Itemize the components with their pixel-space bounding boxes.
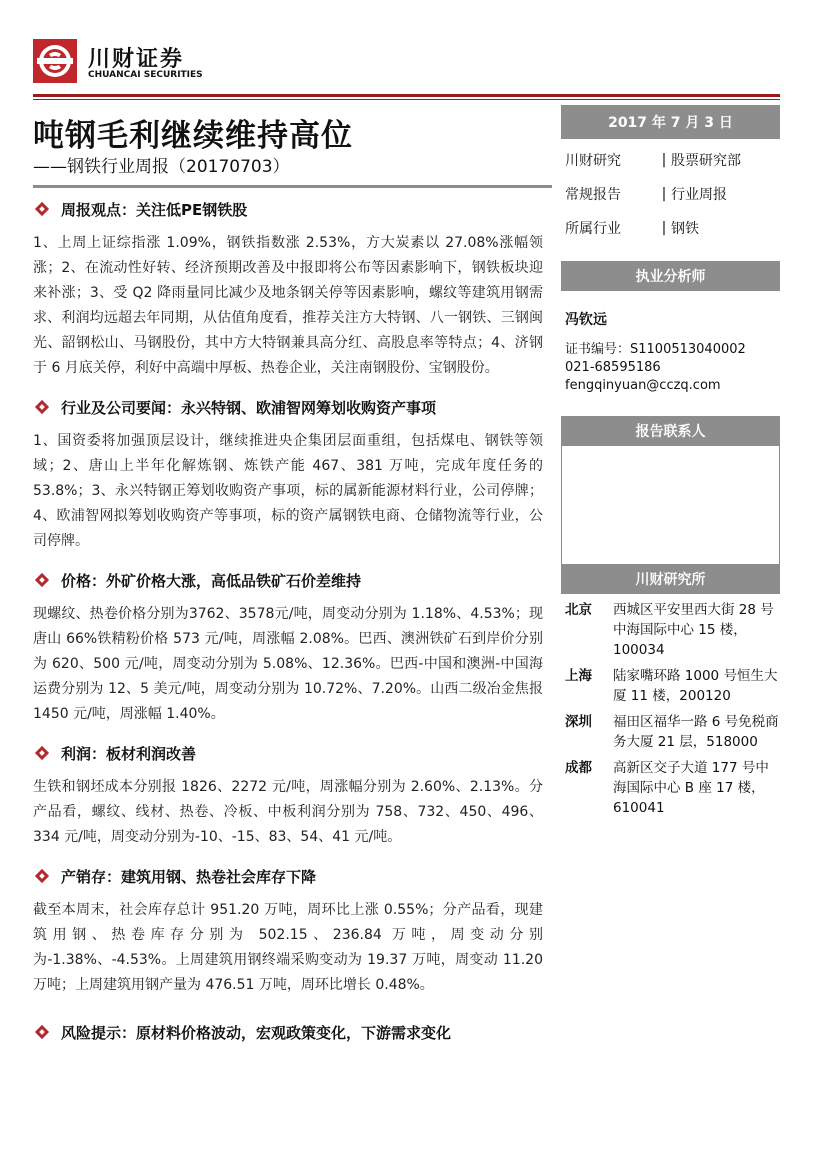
meta-row: [561, 211, 780, 245]
office-address: 陆家嘴环路 1000 号恒生大厦 11 楼，200120: [613, 668, 778, 704]
office-item: [561, 758, 780, 818]
section-body: 现螺纹、热卷价格分别为3762、3578元/吨，周变动分别为 1.18%、4.53%；现唐山 66%铁精粉价格 573 元/吨，周涨幅 2.08%。巴西、澳洲铁矿石到岸价分别为 620、500 元/吨，周变动分别为 5.08%、12.36%。巴西-中国和澳洲-中国海运费分别为 12、5 美元/吨，周变动分别为 10.72%、7.20%。山西二级冶金焦报 1450 元/吨，周涨幅 1.40%。: [33, 606, 543, 722]
office-city: 深圳: [565, 714, 592, 730]
title-divider: [33, 185, 552, 188]
section-heading: 行业及公司要闻：永兴特钢、欧浦智网筹划收购资产事项: [61, 398, 437, 417]
section-body: 1、国资委将加强顶层设计，继续推进央企集团层面重组，包括煤电、钢铁等领域；2、唐山上半年化解炼钢、炼铁产能 467、381 万吨，完成年度任务的 53.8%；3、永兴特钢正筹划收购资产事项，标的属新能源材料行业，公司停牌；4、欧浦智网拟筹划收购资产等事项，标的资产属钢铁电商、仓储物流等行业，公司停牌。: [33, 433, 543, 549]
meta-value: 行业周报: [671, 187, 727, 203]
office-address: 福田区福华一路 6 号免税商务大厦 21 层，518000: [613, 714, 779, 750]
brand-name-en: CHUANCAI SECURITIES: [88, 70, 203, 80]
meta-row: [561, 143, 780, 177]
contact-box: [561, 446, 780, 564]
risk-heading: 风险提示：原材料价格波动，宏观政策变化，下游需求变化: [61, 1023, 452, 1042]
header-rule-thin: [33, 99, 780, 100]
diamond-bullet-icon: [35, 1025, 49, 1039]
diamond-bullet-icon: [35, 573, 49, 587]
meta-value: 钢铁: [671, 221, 699, 237]
meta-list: [561, 143, 780, 245]
diamond-bullet-icon: [35, 746, 49, 760]
meta-sep: |: [661, 220, 667, 236]
diamond-bullet-icon: [35, 400, 49, 414]
office-city: 北京: [565, 602, 592, 618]
office-item: [561, 712, 780, 752]
meta-value: 股票研究部: [671, 153, 741, 169]
section-body: 1、上周上证综指涨 1.09%，钢铁指数涨 2.53%，方大炭素以 27.08%涨幅领涨；2、在流动性好转、经济预期改善及中报即将公布等因素影响下，钢铁板块迎来补涨；3、受 Q2 降雨量同比减少及地条钢关停等因素影响，螺纹等建筑用钢需求、利润均远超去年同期，从估值角度看，推荐关注方大特钢、八一钢铁、三钢闽光、韶钢松山、马钢股份，其中方大特钢兼具高分红、高股息率等特点；4、济钢于 6 月底关停，利好中高端中厚板、热卷企业，关注南钢股份、宝钢股份。: [33, 235, 543, 376]
meta-key: 所属行业: [565, 221, 621, 237]
report-title: 吨钢毛利继续维持高位: [33, 118, 353, 154]
report-date: 2017 年 7 月 3 日: [561, 105, 780, 139]
section-heading: 利润：板材利润改善: [61, 744, 197, 763]
analyst-phone: 021-68595186: [565, 360, 661, 375]
analyst-cert: 证书编号：S1100513040002: [565, 342, 746, 357]
section-heading: 周报观点：关注低PE钢铁股: [61, 200, 248, 219]
header-rule: [33, 94, 780, 97]
sidebar: [561, 105, 780, 824]
diamond-bullet-icon: [35, 869, 49, 883]
office-city: 上海: [565, 668, 592, 684]
meta-sep: |: [661, 186, 667, 202]
meta-key: 常规报告: [565, 187, 621, 203]
section-profit: [33, 741, 543, 850]
report-subtitle: ——钢铁行业周报（20170703）: [33, 157, 290, 177]
office-address: 西城区平安里西大街 28 号中海国际中心 15 楼，100034: [613, 602, 774, 658]
office-item: [561, 600, 780, 660]
section-inventory: [33, 864, 543, 998]
diamond-bullet-icon: [35, 202, 49, 216]
contact-header: 报告联系人: [561, 416, 780, 446]
section-heading: 价格：外矿价格大涨，高低品铁矿石价差维持: [61, 571, 362, 590]
brand-name-cn: 川财证券: [88, 47, 185, 72]
institute-header: 川财研究所: [561, 564, 780, 594]
analyst-email[interactable]: fengqinyuan@cczq.com: [565, 378, 721, 393]
section-body: 生铁和钢坯成本分别报 1826、2272 元/吨，周涨幅分别为 2.60%、2.13%。分产品看，螺纹、线材、热卷、冷板、中板利润分别为 758、732、450、496、334 元/吨，周变动分别为-10、-15、83、54、41 元/吨。: [33, 779, 543, 845]
section-industry-news: [33, 395, 543, 554]
meta-sep: |: [661, 152, 667, 168]
section-weekly-view: [33, 197, 543, 381]
section-heading: 产销存：建筑用钢、热卷社会库存下降: [61, 867, 317, 886]
office-city: 成都: [565, 760, 592, 776]
section-prices: [33, 568, 543, 727]
meta-row: [561, 177, 780, 211]
analyst-header: 执业分析师: [561, 261, 780, 291]
office-item: [561, 666, 780, 706]
office-list: [561, 600, 780, 818]
company-logo-icon: [33, 39, 77, 83]
meta-key: 川财研究: [565, 153, 621, 169]
section-body: 截至本周末，社会库存总计 951.20 万吨，周环比上涨 0.55%；分产品看，现建筑用钢、热卷库存分别为 502.15、236.84 万吨，周变动分别为-1.38%、-4.53%。上周建筑用钢终端采购变动为 19.37 万吨，周变动 11.20 万吨；上周建筑用钢产量为 476.51 万吨，周环比增长 0.48%。: [33, 902, 543, 993]
main-content: [33, 197, 543, 1044]
office-address: 高新区交子大道 177 号中海国际中心 B 座 17 楼，610041: [613, 760, 769, 816]
section-risk: [33, 1020, 543, 1044]
analyst-name: 冯钦远: [565, 312, 607, 328]
